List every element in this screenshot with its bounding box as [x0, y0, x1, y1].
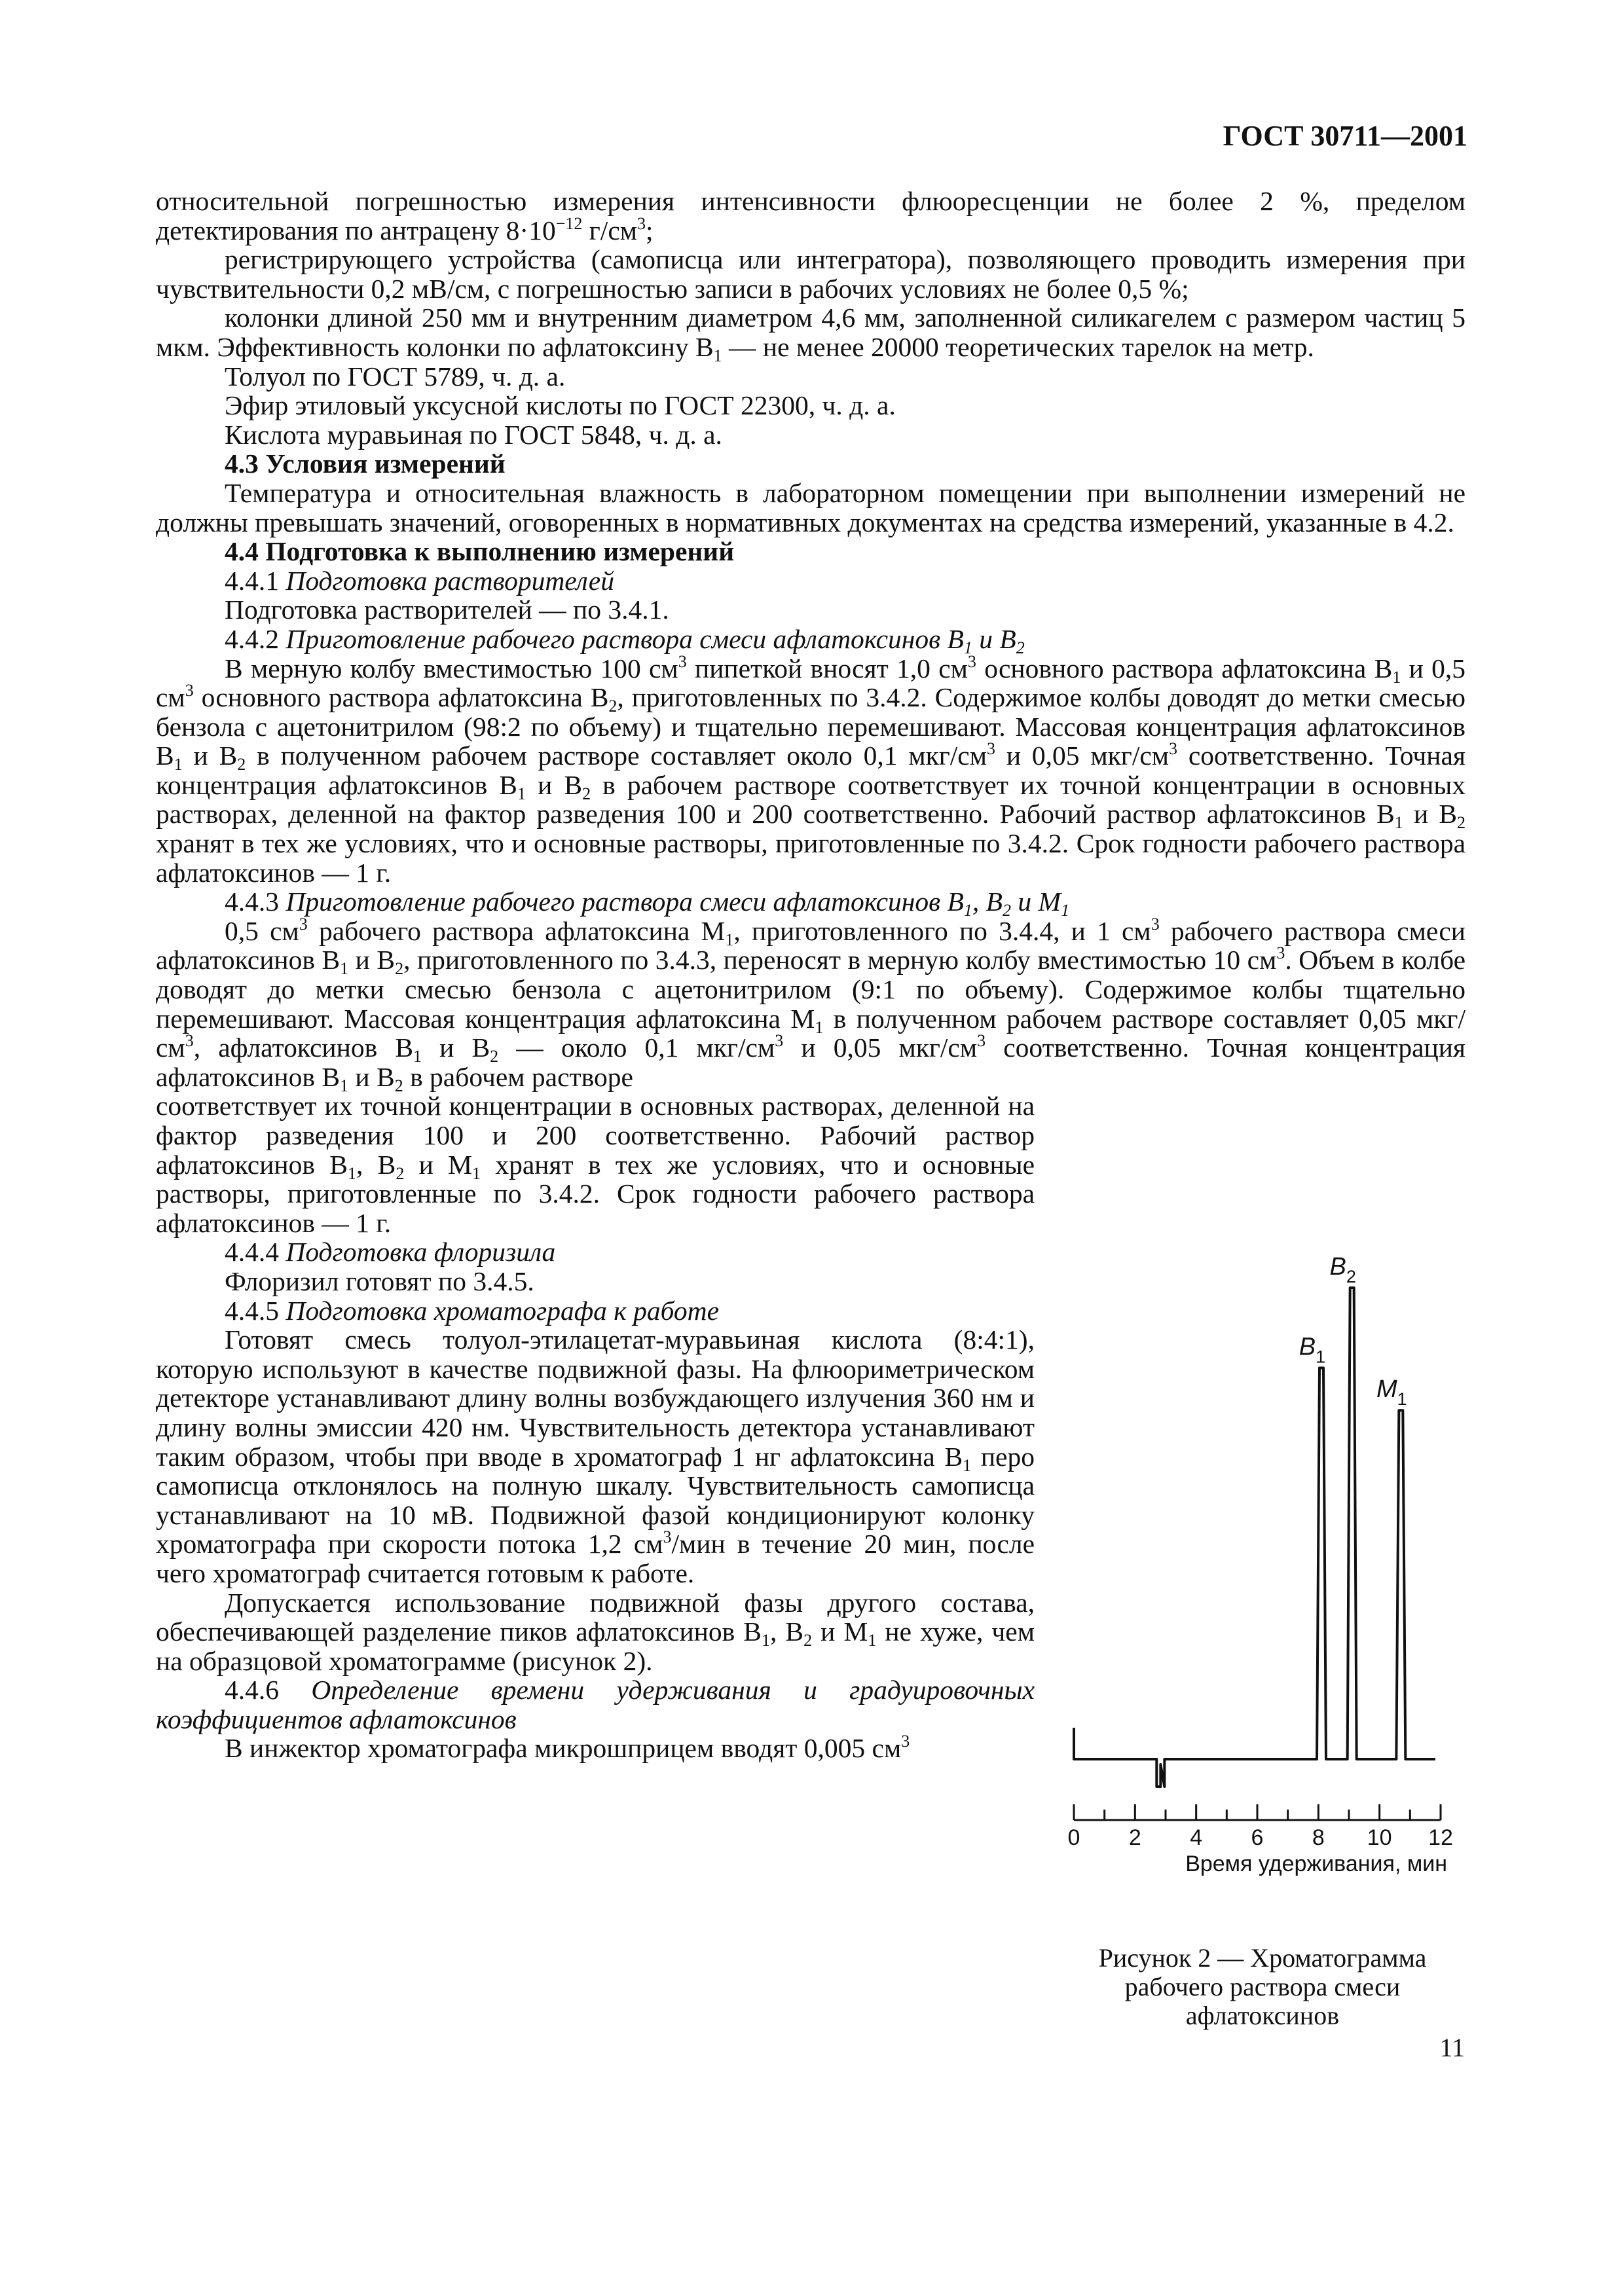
- subsection-heading: 4.4.4 Подготовка флоризила: [225, 1237, 556, 1267]
- chromatogram-trace: [1074, 1288, 1435, 1787]
- subsection-heading: 4.4.5 Подготовка хроматографа к работе: [225, 1295, 720, 1326]
- reagent-item: Толуол по ГОСТ 5789, ч. д. а.: [225, 361, 566, 392]
- subsection-heading: 4.4.3 Приготовление рабочего раствора смеси афлатоксинов $B_1$, $B_2$ и $M_1$: [225, 886, 1070, 920]
- x-tick-label: 10: [1367, 1825, 1392, 1850]
- peak-label: $B_1$: [1299, 1333, 1326, 1367]
- subsection-heading: 4.4.1 Подготовка растворителей: [225, 565, 614, 596]
- x-tick-label: 12: [1428, 1825, 1453, 1850]
- peak-label: $M_1$: [1376, 1376, 1407, 1410]
- paragraph: регистрирующего устройства (самописца или интегратора), позволяющего проводить измерения при чувствительности 0,2 мВ/см, с погрешностью записи в рабочих условиях не более 0,5 %;: [156, 244, 1465, 304]
- figure-caption: Рисунок 2 — Хроматограмма рабочего раствора смеси афлатоксинов: [1098, 1943, 1427, 2030]
- reagent-item: Кислота муравьиная по ГОСТ 5848, ч. д. а.: [225, 419, 722, 450]
- paragraph: относительной погрешностью измерения интенсивности флюоресценции не более 2 %, пределом детектирования по антрацену $8\cdot 10^{-12}$ $г/см^3$;: [156, 186, 1465, 246]
- figure-chromatogram: [1060, 1247, 1465, 2030]
- paragraph: Флоризил готовят по 3.4.5.: [225, 1266, 534, 1296]
- page-number: 11: [1439, 2033, 1465, 2062]
- paragraph: 0,5 $см^3$ рабочего раствора афлатоксина $M_1$, приготовленного по 3.4.4, и 1 $см^3$ рабочего раствора смеси афлатоксинов $B_1$ и $B_2$, приготовленного по 3.4.3, переносят в мерную колбу вместимостью 10 $см^3$. Объем в колбе доводят до метки смесью бензола с ацетонитрилом (9:1 по объему). Содержимое колбы тщательно перемешивают. Массовая концентрация афлатоксина $M_1$ в полученном рабочем растворе составляет 0,05 мкг/$см^3$, афлатоксинов $B_1$ и $B_2$ — около 0,1 мкг/$см^3$ и 0,05 мкг/$см^3$ соответственно. Точная концентрация афлатоксинов $B_1$ и $B_2$ в рабочем растворе: [156, 914, 1465, 1095]
- paragraph: В инжектор хроматографа микрошприцем вводят 0,005 $см^3$: [225, 1732, 910, 1764]
- subsection-heading: 4.4.6 Определение времени удерживания и градуировочных коэффициентов афлатоксинов: [156, 1675, 1035, 1734]
- paragraph: Подготовка растворителей — по 3.4.1.: [225, 594, 669, 625]
- document-header: ГОСТ 30711—2001: [1223, 120, 1467, 152]
- section-heading: 4.4 Подготовка к выполнению измерений: [225, 536, 735, 567]
- chromatogram-plot: [1060, 1247, 1465, 1915]
- x-tick-label: 2: [1128, 1825, 1141, 1850]
- reagent-item: Эфир этиловый уксусной кислоты по ГОСТ 22300, ч. д. а.: [225, 390, 896, 421]
- x-tick-label: 0: [1067, 1825, 1080, 1850]
- peak-label: $B_2$: [1329, 1253, 1356, 1286]
- x-tick-label: 4: [1190, 1825, 1203, 1850]
- section-heading: 4.3 Условия измерений: [225, 448, 506, 479]
- subsection-heading: 4.4.2 Приготовление рабочего раствора смеси афлатоксинов $B_1$ и $B_2$: [225, 623, 1025, 657]
- paragraph: В мерную колбу вместимостью 100 $см^3$ пипеткой вносят 1,0 $см^3$ основного раствора афлатоксина $B_1$ и 0,5 $см^3$ основного раствора афлатоксина $B_2$, приготовленных по 3.4.2. Содержимое колбы доводят до метки смесью бензола с ацетонитрилом (98:2 по объему) и тщательно перемешивают. Массовая концентрация афлатоксинов $B_1$ и $B_2$ в полученном рабочем растворе составляет около 0,1 мкг/$см^3$ и 0,05 мкг/$см^3$ соответственно. Точная концентрация афлатоксинов $B_1$ и $B_2$ в рабочем растворе соответствует их точной концентрации в основных растворах, деленной на фактор разведения 100 и 200 соответственно. Рабочий раствор афлатоксинов $B_1$ и $B_2$ хранят в тех же условиях, что и основные растворы, приготовленные по 3.4.2. Срок годности рабочего раствора афлатоксинов — 1 г.: [156, 651, 1466, 888]
- x-axis-label: Время удерживания, мин: [1185, 1851, 1447, 1876]
- paragraph: Температура и относительная влажность в лабораторном помещении при выполнении измерений не должны превышать значений, оговоренных в нормативных документах на средства измерений, указанные в 4.2.: [156, 477, 1465, 538]
- paragraph: соответствует их точной концентрации в основных растворах, деленной на фактор разведения 100 и 200 соответственно. Рабочий раствор афлатоксинов $B_1$, $B_2$ и $M_1$ хранят в тех же условиях, что и основные растворы, приготовленные по 3.4.2. Срок годности рабочего раствора афлатоксинов — 1 г.: [156, 1091, 1035, 1238]
- x-tick-label: 8: [1312, 1825, 1325, 1850]
- paragraph: Допускается использование подвижной фазы другого состава, обеспечивающей разделение пиков афлатоксинов $B_1$, $B_2$ и $M_1$ не хуже, чем на образцовой хроматограмме (рисунок 2).: [156, 1587, 1035, 1676]
- paragraph: колонки длиной 250 мм и внутренним диаметром 4,6 мм, заполненной силикагелем с размером частиц 5 мкм. Эффективность колонки по афлатоксину $B_1$ — не менее 20000 теоретических тарелок на метр.: [156, 302, 1465, 365]
- x-tick-label: 6: [1251, 1825, 1264, 1850]
- paragraph: Готовят смесь толуол-этилацетат-муравьиная кислота (8:4:1), которую используют в качестве подвижной фазы. На флюориметрическом детекторе устанавливают длину волны возбуждающего излучения 360 нм и длину волны эмиссии 420 нм. Чувствительность детектора устанавливают таким образом, чтобы при вводе в хроматограф 1 нг афлатоксина $B_1$ перо самописца отклонялось на полную шкалу. Чувствительность самописца устанавливают на 10 мВ. Подвижной фазой кондиционируют колонку хроматографа при скорости потока 1,2 $см^3$/мин в течение 20 мин, после чего хроматограф считается готовым к работе.: [156, 1324, 1035, 1588]
